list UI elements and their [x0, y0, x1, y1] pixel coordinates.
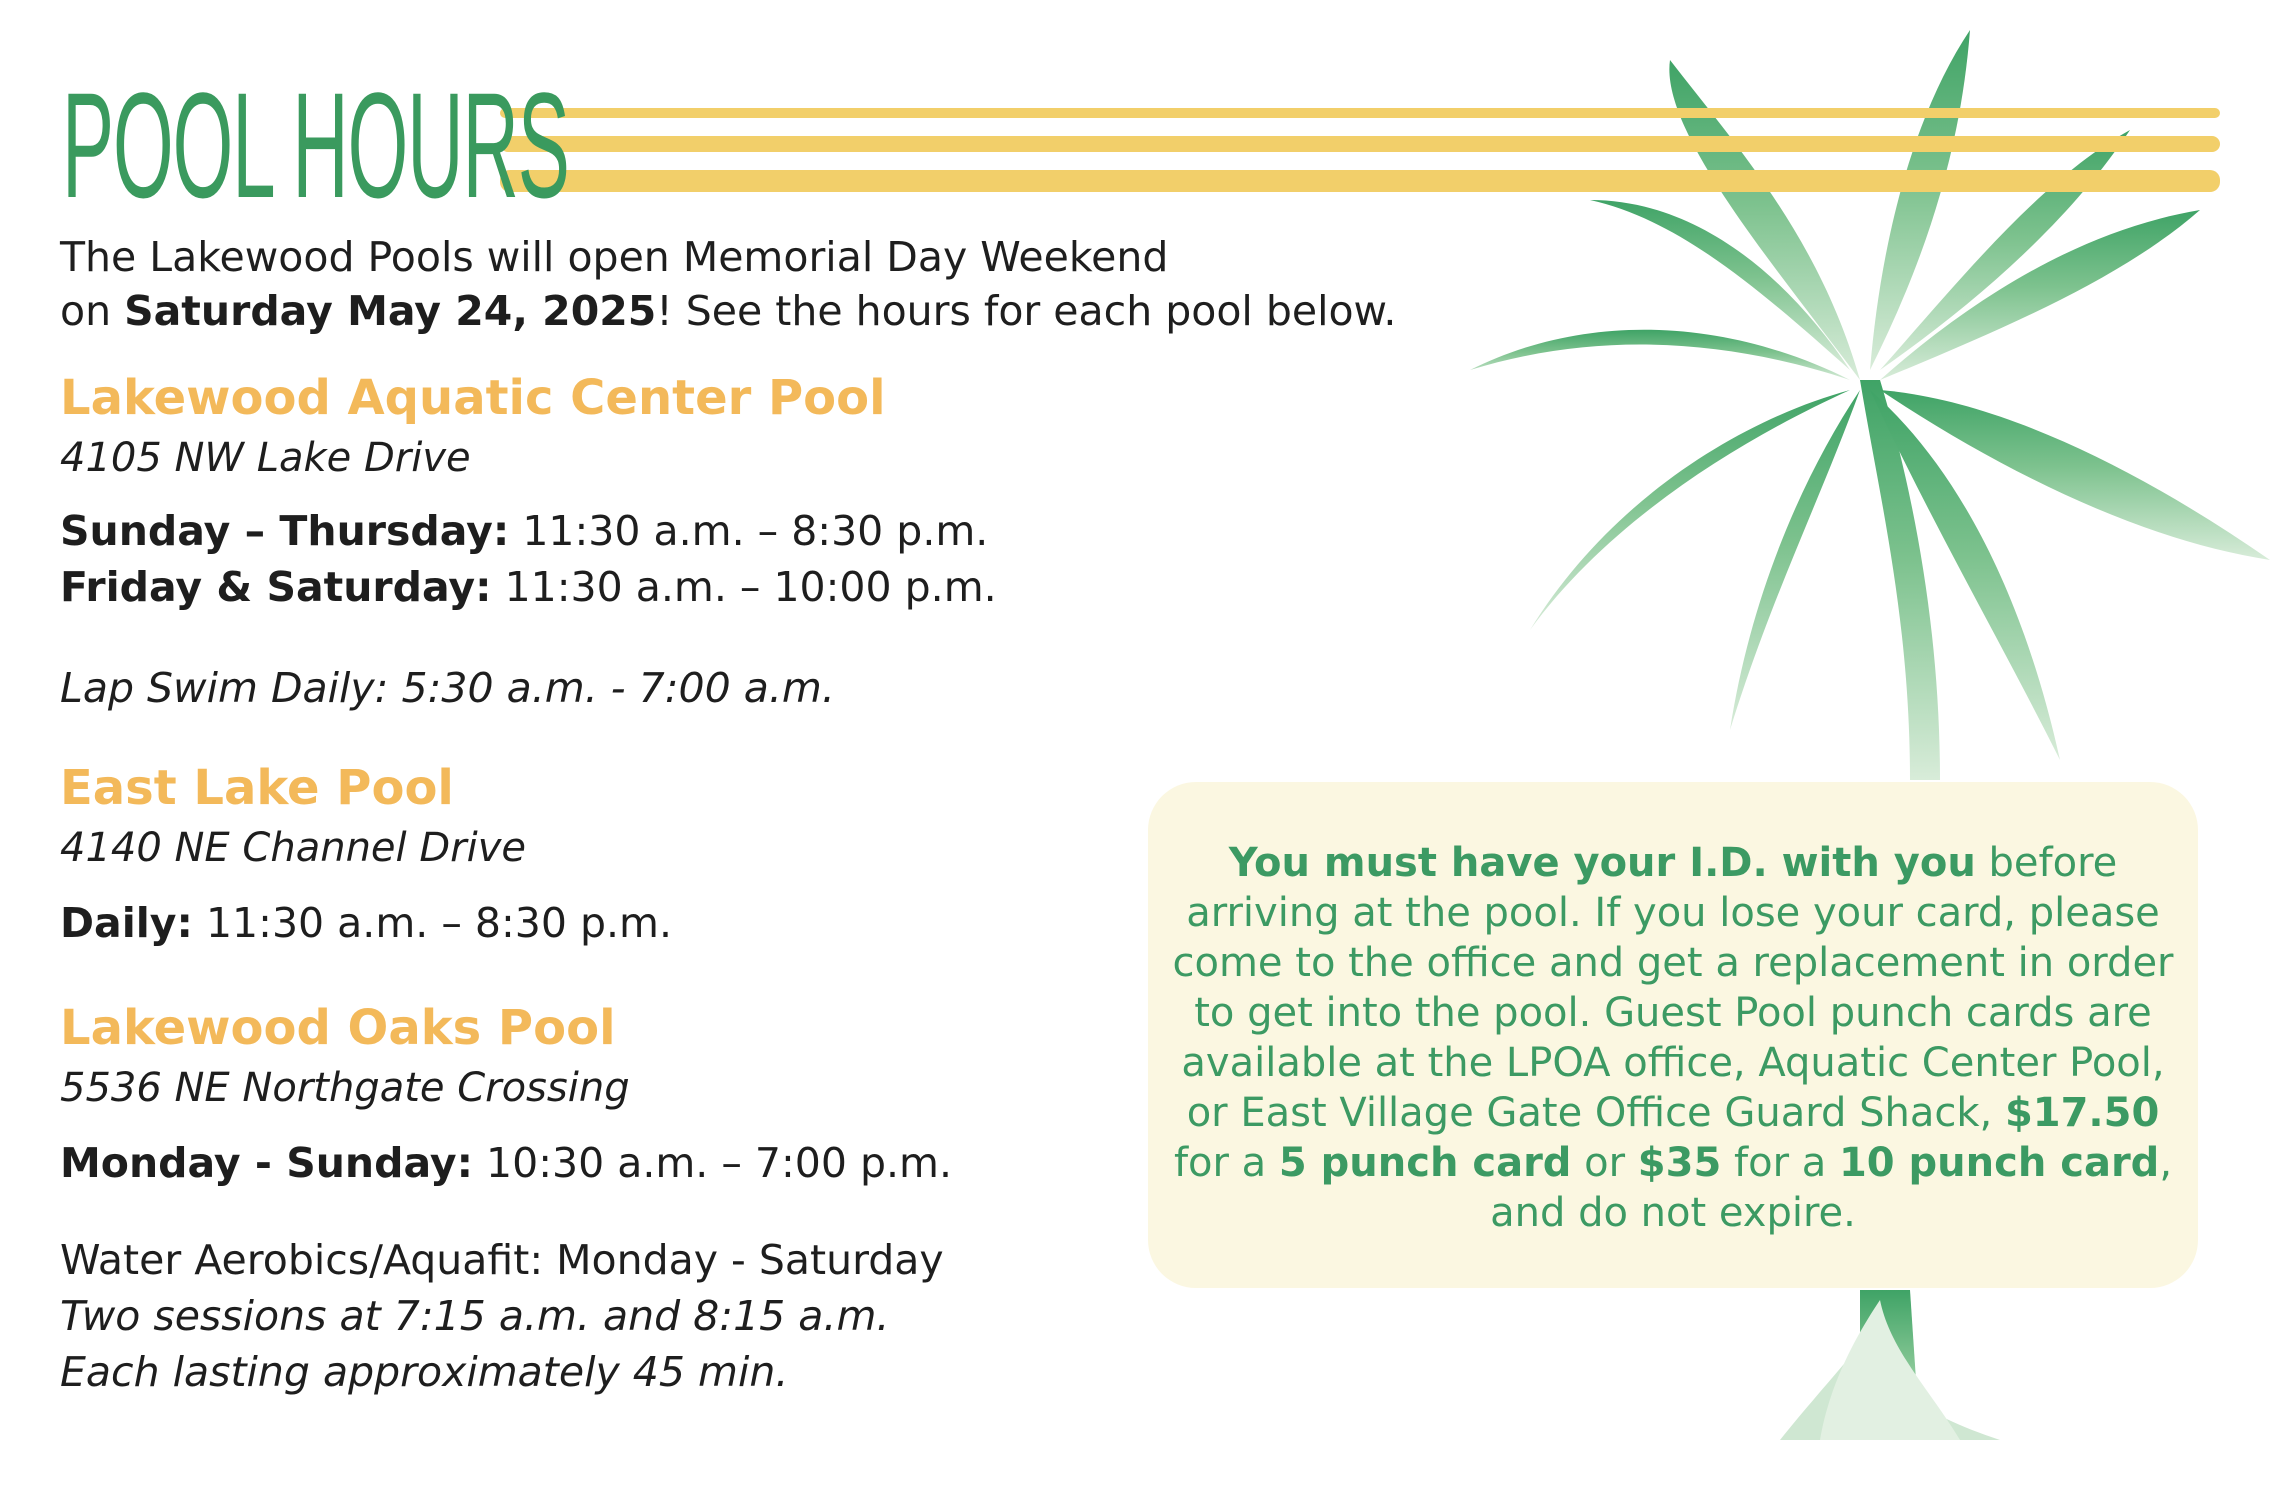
- pool-address-aquatic-center: 4105 NW Lake Drive: [60, 435, 471, 481]
- lap-swim-hours: Lap Swim Daily: 5:30 a.m. - 7:00 a.m.: [60, 664, 835, 712]
- pool-name-east-lake: East Lake Pool: [60, 760, 454, 816]
- pool-hours-lakewood-oaks: [60, 1135, 952, 1191]
- pool-hours-east-lake: [60, 895, 672, 951]
- aerobics-line-2: Two sessions at 7:15 a.m. and 8:15 a.m.: [60, 1292, 890, 1340]
- pool-address-lakewood-oaks: 5536 NE Northgate Crossing: [60, 1065, 630, 1111]
- aerobics-line-1: Water Aerobics/Aquafit: Monday - Saturday: [60, 1236, 944, 1284]
- hours-row: Friday & Saturday: 11:30 a.m. – 10:00 p.m.: [60, 563, 997, 611]
- hours-row: Sunday – Thursday: 11:30 a.m. – 8:30 p.m.: [60, 507, 989, 555]
- page-title: POOL HOURS: [62, 61, 569, 229]
- intro-line-2: on Saturday May 24, 2025! See the hours for each pool below.: [60, 287, 1397, 335]
- hours-row: Monday - Sunday: 10:30 a.m. – 7:00 p.m.: [60, 1139, 953, 1187]
- intro-line-1: The Lakewood Pools will open Memorial Day Weekend: [60, 233, 1169, 281]
- decorative-stripe-3: [500, 170, 2220, 192]
- intro-text: [60, 230, 1396, 338]
- decorative-stripe-1: [500, 108, 2220, 118]
- hours-row: Daily: 11:30 a.m. – 8:30 p.m.: [60, 899, 672, 947]
- decorative-stripe-2: [500, 136, 2220, 152]
- pool-hours-aquatic-center: [60, 503, 997, 615]
- open-date: Saturday May 24, 2025: [124, 287, 657, 335]
- id-notice-box: You must have your I.D. with you before arriving at the pool. If you lose your card, please come to the office and get a replacement in order to get into the pool. Guest Pool punch cards are available at the LPOA office, Aquatic Center Pool, or East Village Gate Office Guard Shack, $17.50 for a 5 punch card or $35 for a 10 punch card, and do not expire.: [1148, 782, 2198, 1288]
- pool-name-aquatic-center: Lakewood Aquatic Center Pool: [60, 370, 886, 426]
- aerobics-line-3: Each lasting approximately 45 min.: [60, 1348, 789, 1396]
- pool-address-east-lake: 4140 NE Channel Drive: [60, 825, 526, 871]
- water-aerobics-info: [60, 1232, 944, 1400]
- pool-name-lakewood-oaks: Lakewood Oaks Pool: [60, 1000, 616, 1056]
